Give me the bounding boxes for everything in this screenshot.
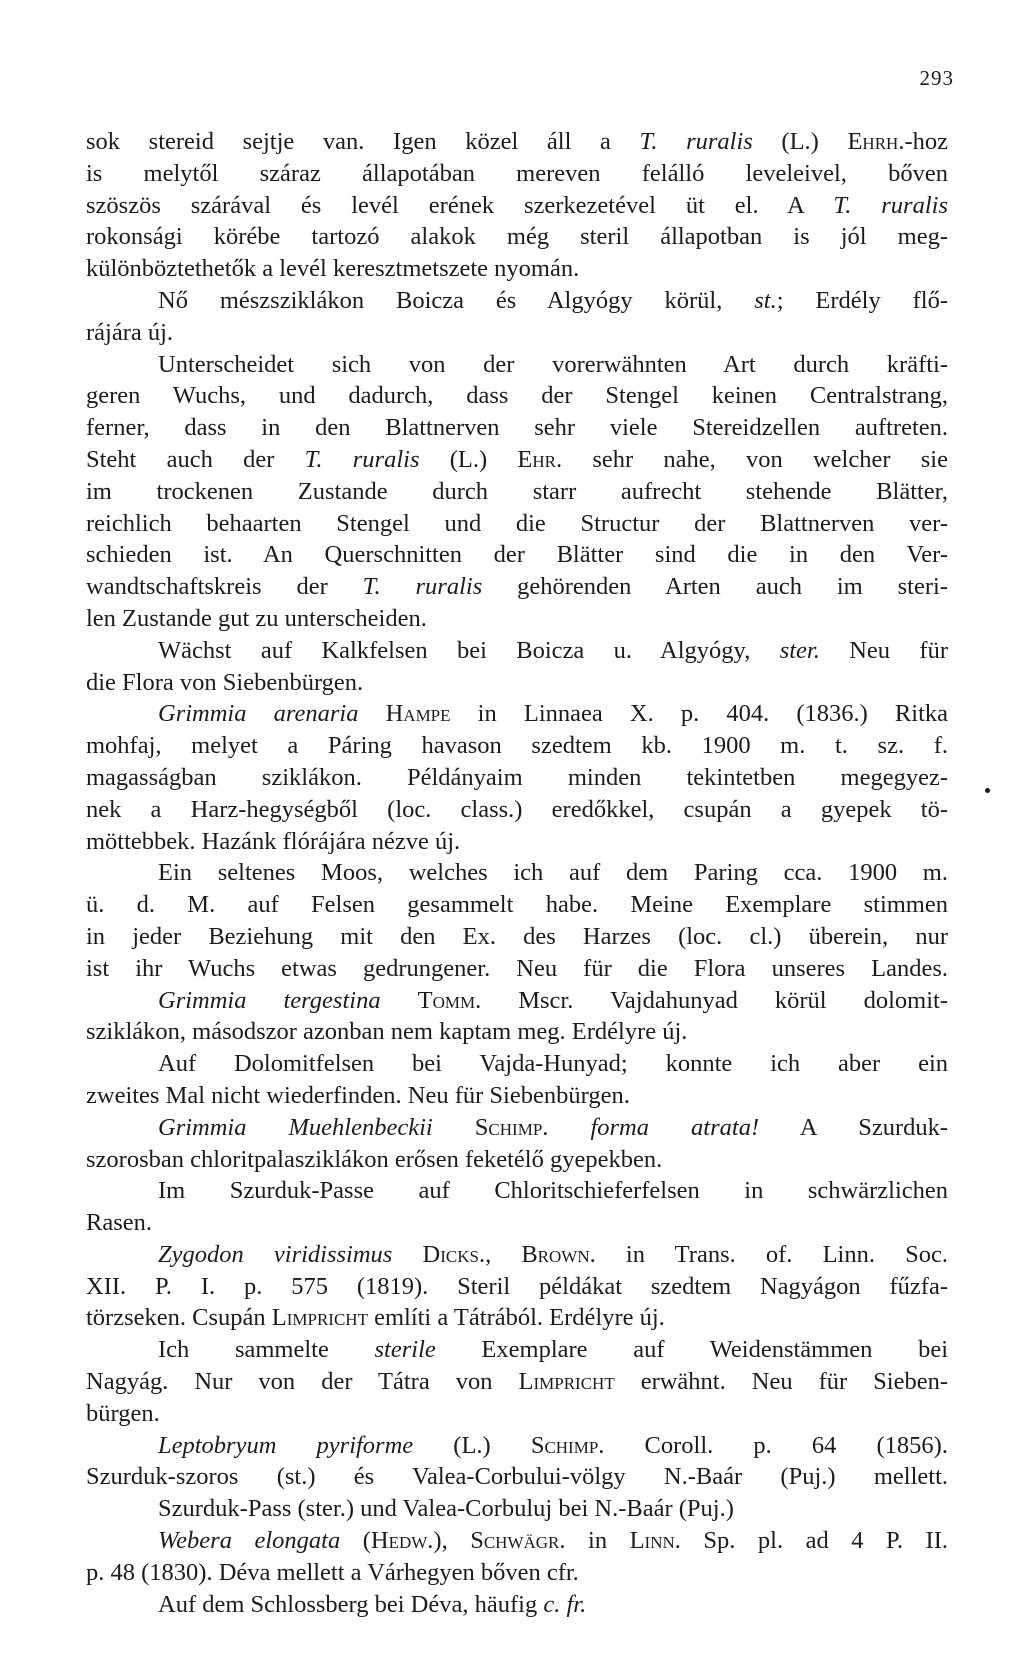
- text-line: [86, 1557, 948, 1589]
- text-line: [86, 1366, 948, 1398]
- text-run: Nagyág. Nur von der Tátra von: [86, 1368, 519, 1396]
- text-run: szöszös szárával és levél erének szerkezetével üt el. A: [86, 191, 834, 219]
- small-caps-run: Limpricht: [518, 1368, 615, 1396]
- text-run: .-hoz: [898, 128, 948, 155]
- page-number: 293: [919, 66, 954, 90]
- text-line: [86, 1207, 948, 1239]
- text-line: [86, 603, 948, 635]
- text-run: . in Trans. of. Linn. Soc.: [589, 1240, 948, 1268]
- text-run: Unterscheidet sich von der vorerwähnten Art durch kräfti-: [158, 350, 948, 378]
- italic-run: sterile: [374, 1336, 436, 1364]
- text-run: szorosban chloritpalasziklákon erősen feketélő gyepekben.: [86, 1145, 663, 1173]
- text-line: [86, 1525, 948, 1557]
- text-run: [381, 987, 418, 1014]
- text-run: . Mscr. Vajdahunyad körül dolomit-: [475, 986, 948, 1014]
- text-line: [86, 158, 948, 190]
- text-line: [86, 221, 948, 253]
- italic-run: st.: [754, 286, 777, 314]
- text-line: [86, 380, 948, 412]
- italic-run: forma atrata!: [590, 1113, 760, 1141]
- text-run: ü. d. M. auf Felsen gesammelt habe. Meine Exemplare stimmen: [86, 891, 948, 919]
- text-line: [86, 1271, 948, 1303]
- margin-dot: [985, 788, 990, 793]
- text-run: mohfaj, melyet a Páring havason szedtem kb. 1900 m. t. sz. f.: [86, 732, 948, 760]
- text-line: [86, 476, 948, 508]
- text-run: említi a Tátrából. Erdélyre új.: [367, 1304, 665, 1332]
- text-line: [86, 126, 948, 158]
- text-run: im trockenen Zustande durch starr aufrecht stehende Blätter,: [86, 477, 948, 505]
- italic-run: T. ruralis: [833, 191, 948, 219]
- text-line: [86, 762, 948, 794]
- text-run: különböztethetők a levél keresztmetszete nyomán.: [86, 255, 580, 283]
- text-run: Nő mészsziklákon Boicza és Algyógy körül,: [158, 286, 755, 314]
- text-run: (L.): [413, 1431, 531, 1459]
- text-line: [86, 1461, 948, 1493]
- text-run: bürgen.: [86, 1399, 160, 1427]
- text-line: [86, 730, 948, 762]
- small-caps-run: Tomm: [417, 986, 476, 1014]
- text-run: rokonsági körébe tartozó alakok még steril állapotban is jól meg-: [86, 223, 948, 251]
- text-run: ferner, dass in den Blattnerven sehr viele Stereidzellen auftreten.: [86, 414, 948, 442]
- text-run: Auf Dolomitfelsen bei Vajda-Hunyad; konnte ich aber ein: [158, 1050, 948, 1078]
- text-run: Neu für: [819, 636, 948, 664]
- text-line: [86, 635, 948, 667]
- text-line: [86, 1334, 948, 1366]
- text-run: Exemplare auf Weidenstämmen bei: [435, 1336, 948, 1364]
- text-body: [86, 126, 948, 1620]
- text-run: p. 48 (1830). Déva mellett a Várhegyen bőven cfr.: [86, 1558, 579, 1586]
- text-run: schieden ist. An Querschnitten der Blätter sind die in den Ver-: [86, 541, 948, 569]
- text-line: [86, 953, 948, 985]
- text-run: Szurduk-Pass (ster.) und Valea-Corbuluj bei N.-Baár (Puj.): [158, 1495, 734, 1523]
- small-caps-run: Schimp: [530, 1431, 599, 1459]
- text-run: reichlich behaarten Stengel und die Structur der Blattnerven ver-: [86, 509, 948, 537]
- italic-run: Grimmia arenaria: [158, 700, 359, 728]
- italic-run: T. ruralis: [304, 445, 420, 473]
- text-run: erwähnt. Neu für Sieben-: [614, 1368, 948, 1396]
- text-line: [86, 317, 948, 349]
- text-run: magasságban sziklákon. Példányaim minden tekintetben megegyez-: [86, 763, 948, 791]
- text-run: [392, 1241, 422, 1268]
- text-run: (L.): [752, 128, 848, 155]
- text-line: [86, 1112, 948, 1144]
- small-caps-run: Limpricht: [271, 1304, 368, 1332]
- text-line: [86, 857, 948, 889]
- text-run: [433, 1114, 475, 1141]
- text-run: Auf dem Schlossberg bei Déva, häufig: [158, 1590, 544, 1618]
- text-run: sziklákon, másodszor azonban nem kaptam meg. Erdélyre új.: [86, 1018, 688, 1046]
- text-line: [86, 253, 948, 285]
- text-run: Steht auch der: [86, 445, 305, 473]
- text-line: [86, 794, 948, 826]
- text-line: [86, 1048, 948, 1080]
- text-line: [86, 889, 948, 921]
- text-run: Wächst auf Kalkfelsen bei Boicza u. Algyógy,: [158, 636, 780, 664]
- text-run: Rasen.: [86, 1209, 152, 1237]
- text-run: .: [542, 1113, 591, 1141]
- text-run: in jeder Beziehung mit den Ex. des Harzes (loc. cl.) überein, nur: [86, 922, 948, 950]
- italic-run: Leptobryum pyriforme: [158, 1431, 414, 1459]
- text-run: zweites Mal nicht wiederfinden. Neu für Siebenbürgen.: [86, 1081, 630, 1109]
- text-run: . sehr nahe, von welcher sie: [555, 445, 948, 473]
- small-caps-run: Schwägr: [470, 1527, 560, 1555]
- text-line: [86, 1589, 948, 1621]
- small-caps-run: Linn: [629, 1527, 675, 1555]
- text-line: [86, 985, 948, 1017]
- text-run: . in: [559, 1527, 630, 1555]
- text-run: len Zustande gut zu unterscheiden.: [86, 604, 427, 632]
- italic-run: Webera elongata: [158, 1527, 341, 1555]
- text-run: A Szurduk-: [759, 1113, 948, 1141]
- text-run: is melytől száraz állapotában mereven felálló leveleivel, bőven: [86, 159, 948, 187]
- text-line: [86, 1175, 948, 1207]
- text-line: [86, 1016, 948, 1048]
- italic-run: Grimmia Muehlenbeckii: [158, 1113, 433, 1141]
- text-run: Szurduk-szoros (st.) és Valea-Corbului-völgy N.-Baár (Puj.) mellett.: [86, 1463, 948, 1491]
- text-line: [86, 1239, 948, 1271]
- italic-run: T. ruralis: [362, 573, 483, 601]
- text-run: . Sp. pl. ad 4 P. II.: [674, 1527, 948, 1555]
- text-line: [86, 539, 948, 571]
- italic-run: ster.: [779, 636, 820, 664]
- text-line: [86, 285, 948, 317]
- text-line: [86, 349, 948, 381]
- small-caps-run: Ehrh: [847, 128, 899, 155]
- text-run: .),: [427, 1527, 471, 1555]
- small-caps-run: Hampe: [385, 700, 451, 728]
- text-run: möttebbek. Hazánk flórájára nézve új.: [86, 827, 461, 855]
- text-line: [86, 508, 948, 540]
- text-run: XII. P. I. p. 575 (1819). Steril példákat szedtem Nagyágon fűzfa-: [86, 1272, 948, 1300]
- text-run: .,: [478, 1240, 522, 1268]
- text-run: in Linnaea X. p. 404. (1836.) Ritka: [450, 700, 948, 728]
- small-caps-run: Schimp: [474, 1113, 543, 1141]
- text-line: [86, 412, 948, 444]
- text-line: [86, 1398, 948, 1430]
- text-line: [86, 190, 948, 222]
- text-line: [86, 1430, 948, 1462]
- small-caps-run: Brown: [521, 1240, 590, 1268]
- text-run: geren Wuchs, und dadurch, dass der Stengel keinen Centralstrang,: [86, 382, 948, 410]
- text-run: Ich sammelte: [158, 1336, 375, 1364]
- text-run: gehörenden Arten auch im steri-: [482, 573, 948, 601]
- text-run: sok stereid sejtje van. Igen közel áll a: [86, 128, 640, 155]
- text-run: törzseken. Csupán: [86, 1304, 272, 1332]
- text-run: ; Erdély flő-: [776, 286, 948, 314]
- text-run: Im Szurduk-Passe auf Chloritschieferfelsen in schwärzlichen: [158, 1177, 948, 1205]
- text-run: ist ihr Wuchs etwas gedrungener. Neu für die Flora unseres Landes.: [86, 954, 948, 982]
- small-caps-run: Dicks: [422, 1240, 479, 1268]
- italic-run: Zygodon viridissimus: [158, 1240, 393, 1268]
- text-run: rájára új.: [86, 318, 174, 346]
- text-run: die Flora von Siebenbürgen.: [86, 668, 364, 696]
- text-line: [86, 1144, 948, 1176]
- text-run: Ein seltenes Moos, welches ich auf dem Paring cca. 1900 m.: [158, 859, 948, 887]
- italic-run: Grimmia tergestina: [158, 986, 381, 1014]
- italic-run: c. fr.: [543, 1590, 587, 1618]
- text-line: [86, 921, 948, 953]
- text-line: [86, 1080, 948, 1112]
- text-line: [86, 1302, 948, 1334]
- text-line: [86, 826, 948, 858]
- text-run: (L.): [419, 445, 518, 473]
- text-run: nek a Harz-hegységből (loc. class.) eredőkkel, csupán a gyepek tö-: [86, 795, 948, 823]
- text-run: . Coroll. p. 64 (1856).: [598, 1431, 948, 1459]
- small-caps-run: Hedw: [370, 1527, 428, 1555]
- text-line: [86, 698, 948, 730]
- text-run: (: [340, 1527, 371, 1555]
- text-line: [86, 444, 948, 476]
- italic-run: T. ruralis: [639, 128, 753, 155]
- text-run: wandtschaftskreis der: [86, 573, 363, 601]
- small-caps-run: Ehr: [517, 445, 556, 473]
- text-line: [86, 667, 948, 699]
- text-run: [358, 700, 385, 727]
- text-line: [86, 1493, 948, 1525]
- text-line: [86, 571, 948, 603]
